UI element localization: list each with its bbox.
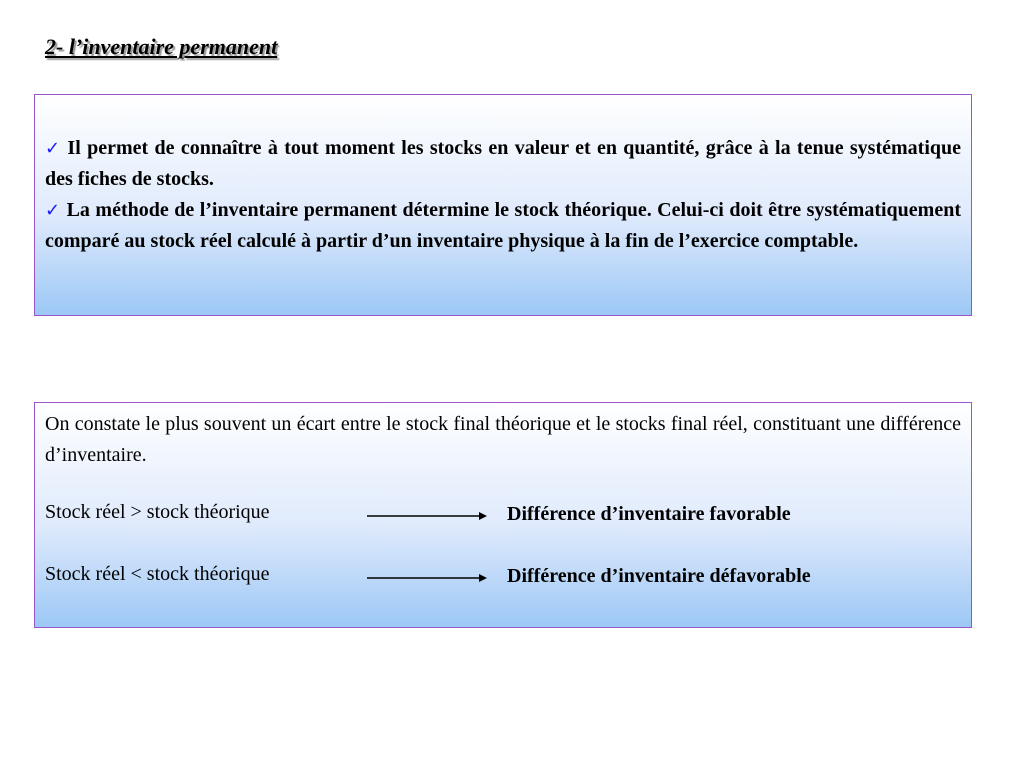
slide-title: 2- l’inventaire permanent: [45, 34, 278, 59]
condition-text: Stock réel < stock théorique: [45, 563, 270, 585]
comparison-row-unfavorable: [45, 563, 961, 593]
description-box: [34, 94, 972, 316]
bullet-2-text: La méthode de l’inventaire permanent détermine le stock théorique. Celui-ci doit être systématiquement comparé au stock réel calculé à partir d’un inventaire physique à la fin de l’exercice comptable.: [45, 199, 961, 252]
condition-text: Stock réel > stock théorique: [45, 501, 270, 523]
comparison-row-favorable: [45, 501, 961, 531]
checkmark-icon: ✓: [45, 138, 62, 159]
result-text: Différence d’inventaire favorable: [507, 503, 791, 525]
bullet-2: [45, 195, 961, 257]
result-text: Différence d’inventaire défavorable: [507, 565, 811, 587]
intro-text: On constate le plus souvent un écart entre le stock final théorique et le stocks final réel, constituant une différence d’inventaire.: [45, 413, 961, 466]
checkmark-icon: ✓: [45, 200, 61, 221]
right-arrow-icon: [367, 510, 487, 522]
bullet-1: [45, 133, 961, 195]
right-arrow-icon: [367, 572, 487, 584]
difference-box: [34, 402, 972, 628]
bullet-1-text: Il permet de connaître à tout moment les stocks en valeur et en quantité, grâce à la tenue systématique des fiches de stocks.: [45, 137, 961, 190]
